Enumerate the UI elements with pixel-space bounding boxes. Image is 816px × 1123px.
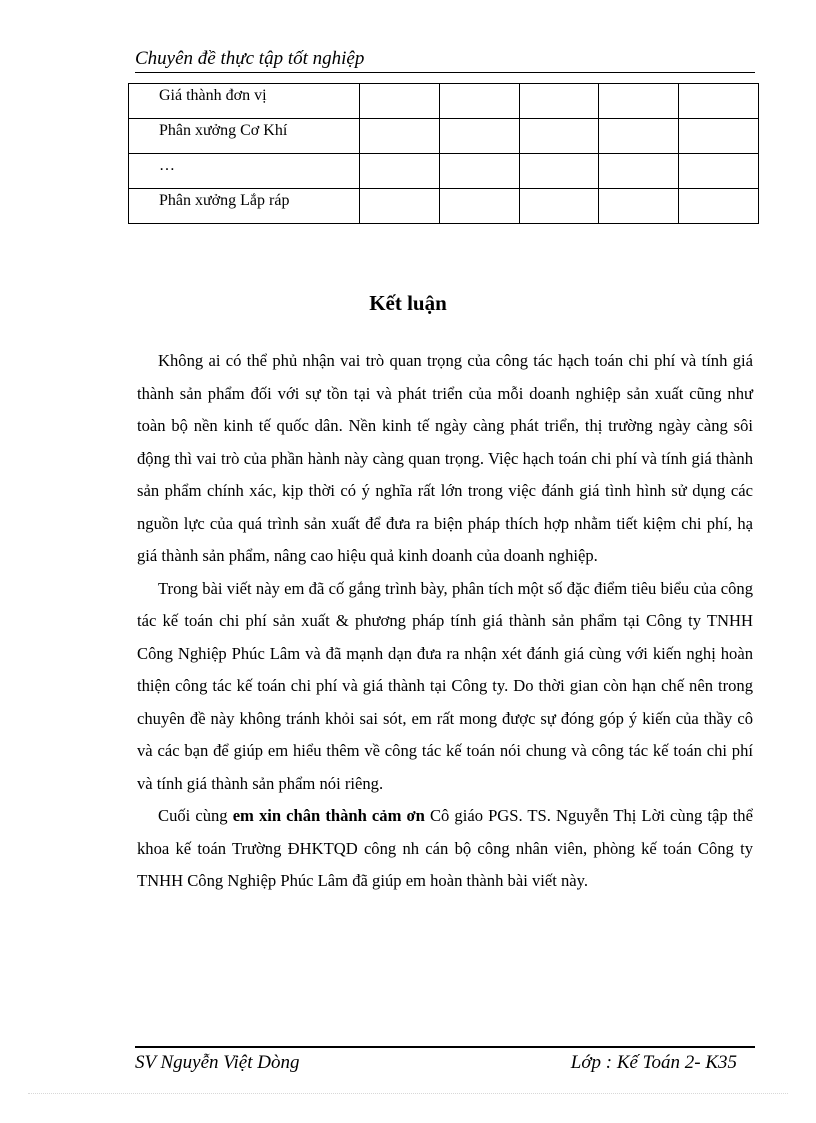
table-cell: [599, 84, 679, 119]
footer-class: Lớp : Kế Toán 2- K35: [570, 1052, 737, 1073]
page-footer: [135, 1046, 755, 1073]
table-cell: [679, 84, 759, 119]
section-title: Kết luận: [369, 291, 447, 315]
table-cell: [599, 189, 679, 224]
table-cell: [439, 84, 519, 119]
table-cell: [679, 189, 759, 224]
table-cell: [519, 119, 599, 154]
table-cell: [360, 189, 440, 224]
table-row: [129, 119, 759, 154]
table-cell: [519, 189, 599, 224]
header-title: Chuyên đề thực tập tốt nghiệp: [135, 48, 365, 69]
table-cell: [439, 119, 519, 154]
thanks-rest: Cô giáo PGS. TS. Nguyễn Thị Lời cùng tập thể khoa kế toán Trường ĐHKTQD công nh cán bộ công nhân viên, phòng kế toán Công ty TNHH Công Nghiệp Phúc Lâm đã giúp em hoàn thành bài viết này.: [137, 806, 753, 890]
table-cell: [360, 84, 440, 119]
cost-table: [128, 83, 759, 224]
table-row-label: Phân xưởng Cơ Khí: [129, 119, 360, 154]
thanks-lead: Cuối cùng: [158, 806, 228, 825]
paragraph: Trong bài viết này em đã cố gắng trình bày, phân tích một số đặc điểm tiêu biểu của công tác kế toán chi phí sản xuất & phương pháp tính giá thành sản phẩm tại Công ty TNHH Công Nghiệp Phúc Lâm và đã mạnh dạn đưa ra nhận xét đánh giá cùng với kiến nghị hoàn thiện công tác kế toán chi phí và giá thành tại Công ty. Do thời gian còn hạn chế nên trong chuyên đề này không tránh khỏi sai sót, em rất mong được sự đóng góp ý kiến của thầy cô và các bạn để giúp em hiểu thêm về công tác kế toán nói chung và công tác kế toán chi phí và tính giá thành sản phẩm nói riêng.: [137, 578, 753, 793]
footer-student: SV Nguyễn Việt Dòng: [135, 1052, 300, 1073]
table-row: [129, 154, 759, 189]
conclusion-body: [137, 345, 753, 898]
thanks-paragraph: [137, 800, 753, 898]
table-cell: [519, 154, 599, 189]
page-header: [135, 48, 755, 73]
table-cell: [439, 189, 519, 224]
paragraph: Không ai có thể phủ nhận vai trò quan trọng của công tác hạch toán chi phí và tính giá thành sản phẩm đối với sự tồn tại và phát triển của mỗi doanh nghiệp sản xuất cũng như toàn bộ nền kinh tế quốc dân. Nền kinh tế ngày càng phát triển, thị trường ngày càng sôi động thì vai trò của phần hành này càng quan trọng. Việc hạch toán chi phí và tính giá thành sản phẩm chính xác, kịp thời có ý nghĩa rất lớn trong việc đánh giá tình hình sử dụng các nguồn lực của quá trình sản xuất để đưa ra biện pháp thích hợp nhằm tiết kiệm chi phí, hạ giá thành sản phẩm, nâng cao hiệu quả kinh doanh của doanh nghiệp.: [137, 351, 753, 565]
table-cell: [360, 154, 440, 189]
table-row-label: Phân xưởng Lắp ráp: [129, 189, 360, 224]
table-cell: [679, 119, 759, 154]
table-row: [129, 189, 759, 224]
table-cell: [519, 84, 599, 119]
table-row: [129, 84, 759, 119]
table-cell: [599, 154, 679, 189]
table-row-label: …: [129, 154, 360, 189]
thanks-bold: em xin chân thành cảm ơn: [232, 806, 425, 825]
table-cell: [679, 154, 759, 189]
bottom-divider: [28, 1093, 788, 1094]
table-row-label: Giá thành đơn vị: [129, 84, 360, 119]
table-cell: [599, 119, 679, 154]
table-cell: [439, 154, 519, 189]
table-cell: [360, 119, 440, 154]
